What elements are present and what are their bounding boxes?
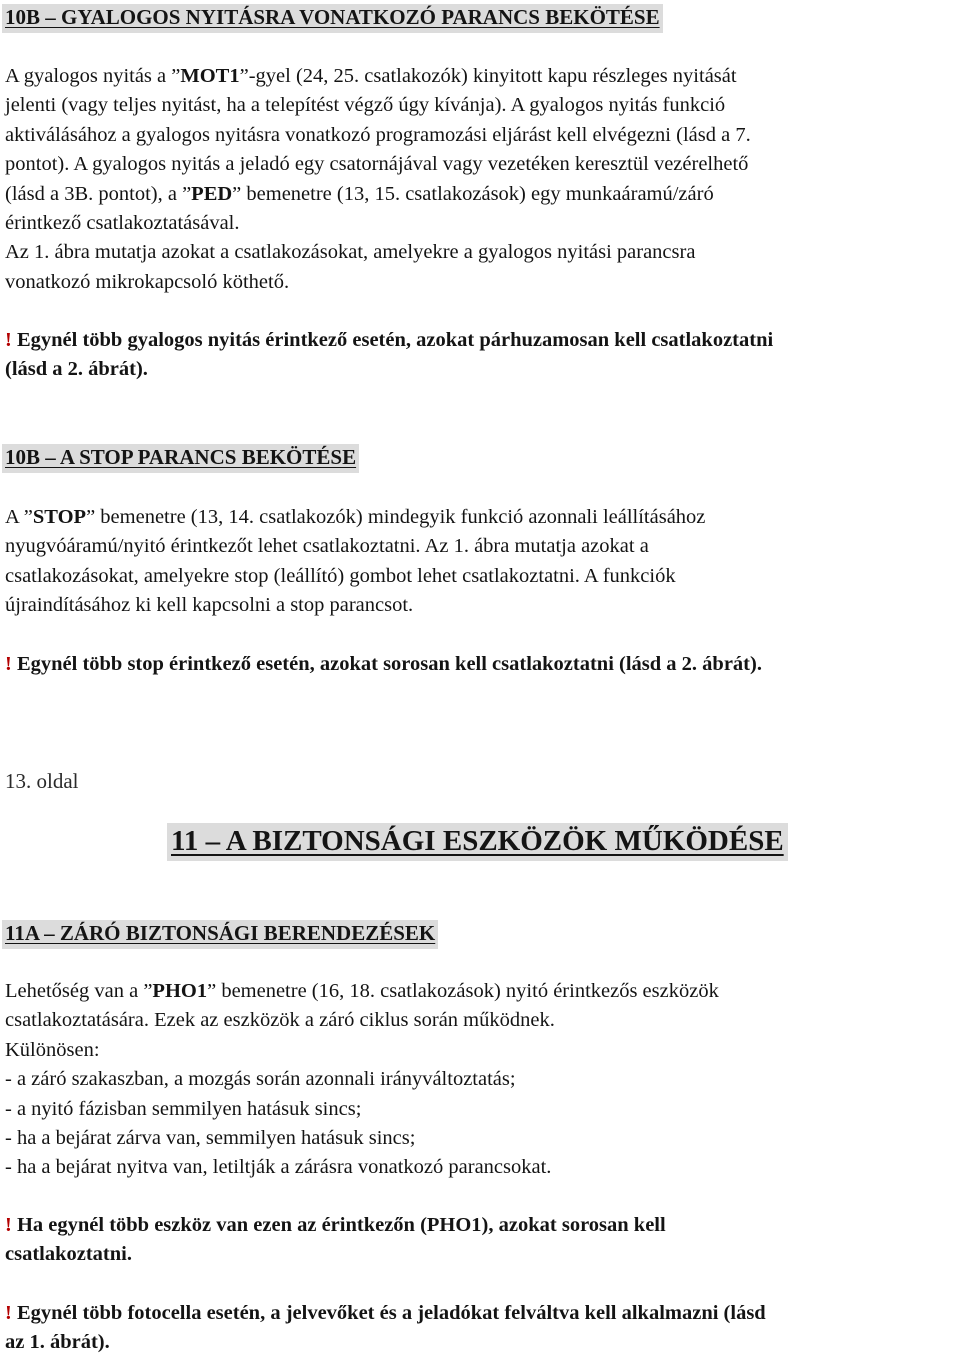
text-line (5, 1124, 960, 1153)
text-segment: - a záró szakaszban, a mozgás során azonnali irányváltoztatás; (5, 1068, 516, 1091)
warning-mark: ! (5, 653, 12, 675)
text-line (5, 268, 960, 297)
text-segment: vonatkozó mikrokapcsoló köthető. (5, 270, 290, 293)
text-segment: - ha a bejárat nyitva van, letiltják a zárásra vonatkozó parancsokat. (5, 1156, 552, 1179)
text-segment: nyugvóáramú/nyitó érintkezőt lehet csatlakoztatni. Az 1. ábra mutatja azokat a (5, 535, 649, 558)
text-segment: érintkező csatlakoztatásával. (5, 212, 240, 235)
warning-mark: ! (5, 1302, 12, 1324)
text-line (5, 1095, 960, 1124)
text-segment: jelenti (vagy teljes nyitást, ha a telepítést végző úgy kívánja). A gyalogos nyitás funkció (5, 94, 726, 117)
text-segment: - ha a bejárat zárva van, semmilyen hatásuk sincs; (5, 1127, 416, 1150)
text-segment: A ” (5, 506, 33, 528)
text-line (5, 121, 960, 150)
input-name: MOT1 (180, 65, 240, 87)
text-line (5, 1006, 960, 1035)
paragraph-pedestrian (5, 62, 960, 297)
text-line (5, 591, 960, 620)
input-name: PED (191, 182, 233, 205)
input-name: PHO1 (152, 980, 208, 1002)
text-line (5, 532, 960, 561)
text-segment: csatlakoztatására. Ezek az eszközök a záró ciklus során működnek. (5, 1009, 555, 1032)
text-line (5, 1065, 960, 1094)
warning-mark: ! (5, 329, 12, 351)
text-line (5, 977, 960, 1006)
section-heading-pedestrian: 10B – GYALOGOS NYITÁSRA VONATKOZÓ PARANCS BEKÖTÉSE (2, 4, 663, 33)
text-segment: ”-gyel (24, 25. csatlakozók) kinyitott kapu részleges nyitását (239, 65, 737, 87)
text-segment: (lásd a 3B. pontot), a ” (5, 182, 192, 205)
text-line (5, 1036, 960, 1065)
chapter-heading-safety: 11 – A BIZTONSÁGI ESZKÖZÖK MŰKÖDÉSE (167, 823, 788, 861)
text-line (5, 180, 960, 209)
warning-mark: ! (5, 1214, 12, 1236)
text-segment: pontot). A gyalogos nyitás a jeladó egy csatornájával vagy vezetéken keresztül vezérelhető (5, 153, 749, 176)
section-heading-closing-safety: 11A – ZÁRÓ BIZTONSÁGI BERENDEZÉSEK (2, 920, 438, 949)
note-pedestrian-parallel: ! Egynél több gyalogos nyitás érintkező esetén, azokat párhuzamosan kell csatlakoztatni (lásd a 2. ábrát). (5, 329, 774, 381)
text-segment: ” bemenetre (13, 14. csatlakozók) mindegyik funkció azonnali leállításához (86, 506, 706, 528)
text-line (5, 238, 960, 267)
paragraph-stop (5, 503, 960, 621)
text-segment: ” bemenetre (13, 15. csatlakozások) egy munkaáramú/záró (232, 182, 714, 205)
note-photocell-alternate: ! Egynél több fotocella esetén, a jelvevőket és a jeladókat felváltva kell alkalmazni (lásd az 1. ábrát). (5, 1302, 766, 1354)
text-segment: Különösen: (5, 1038, 100, 1061)
text-line (5, 562, 960, 591)
note-pho1-serial: ! Ha egynél több eszköz van ezen az érintkezőn (PHO1), azokat sorosan kell csatlakoztatni. (5, 1214, 666, 1266)
page-number: 13. oldal (5, 769, 79, 793)
note-stop-serial: ! Egynél több stop érintkező esetén, azokat sorosan kell csatlakoztatni (lásd a 2. ábrát). (5, 653, 762, 675)
text-line (5, 62, 960, 91)
text-line (5, 1153, 960, 1182)
text-segment: A gyalogos nyitás a ” (5, 65, 181, 87)
text-line (5, 503, 960, 532)
text-segment: csatlakozásokat, amelyekre stop (leállító) gombot lehet csatlakoztatni. A funkciók (5, 564, 676, 587)
text-line (5, 209, 960, 238)
text-line (5, 150, 960, 179)
input-name: STOP (32, 506, 87, 528)
text-segment: - a nyitó fázisban semmilyen hatásuk sincs; (5, 1097, 362, 1120)
paragraph-closing-safety (5, 977, 960, 1183)
text-segment: ” bemenetre (16, 18. csatlakozások) nyitó érintkezős eszközök (207, 980, 719, 1002)
text-segment: újraindításához ki kell kapcsolni a stop parancsot. (5, 594, 414, 617)
section-heading-stop: 10B – A STOP PARANCS BEKÖTÉSE (2, 444, 359, 473)
text-segment: aktiválásához a gyalogos nyitásra vonatkozó programozási eljárást kell elvégezni (lásd a 7. (5, 123, 751, 146)
text-segment: Az 1. ábra mutatja azokat a csatlakozásokat, amelyekre a gyalogos nyitási parancsra (5, 241, 696, 264)
text-segment: Lehetőség van a ” (5, 980, 153, 1002)
text-line (5, 91, 960, 120)
